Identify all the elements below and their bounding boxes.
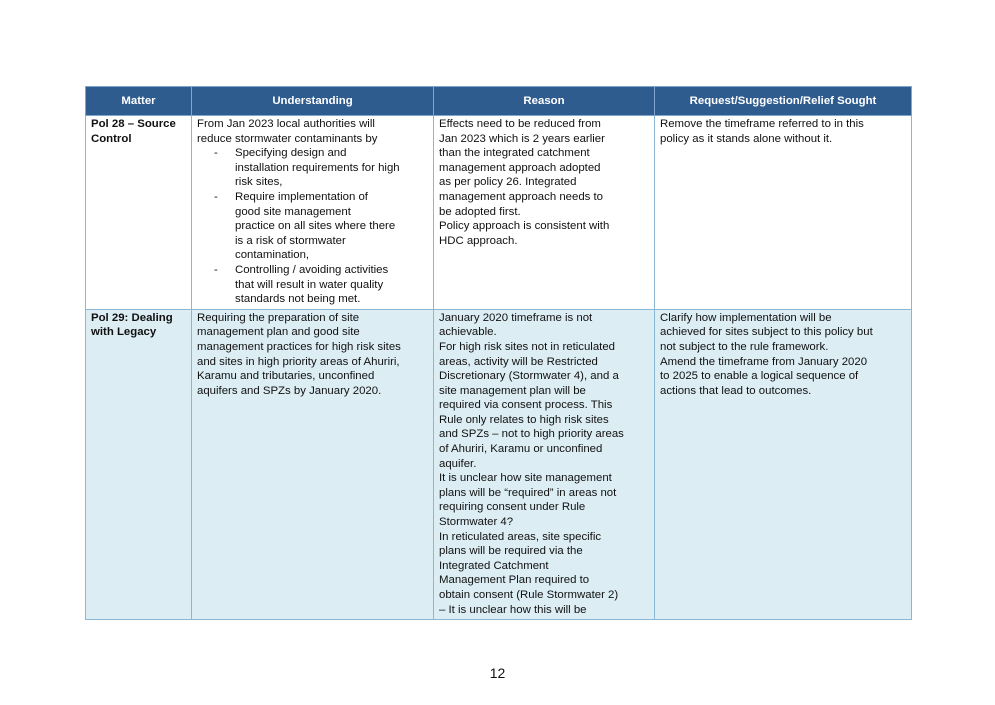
text-line: areas, activity will be Restricted	[439, 355, 598, 368]
understanding-cell	[192, 309, 434, 619]
text-line: Clarify how implementation will be	[660, 311, 832, 324]
table-row-pol-28	[86, 116, 912, 310]
text-line: Requiring the preparation of site	[197, 311, 360, 324]
text-line: achievable.	[439, 326, 497, 339]
matter-cell	[86, 309, 192, 619]
text-line: obtain consent (Rule Stormwater 2)	[439, 589, 619, 601]
dash-marker: -	[214, 147, 218, 160]
list-item	[197, 190, 428, 263]
text-line: requiring consent under Rule	[439, 501, 586, 514]
list-item	[197, 146, 428, 190]
text-line: Discretionary (Stormwater 4), and a	[439, 370, 619, 383]
text-line: Amend the timeframe from January 2020	[660, 355, 868, 368]
text-line: as per policy 26. Integrated	[439, 176, 577, 189]
list-item	[197, 263, 428, 307]
text-line: Remove the timeframe referred to in this	[660, 118, 864, 130]
matter-line: Pol 29: Dealing	[91, 311, 173, 324]
header-request: Request/Suggestion/Relief Sought	[655, 87, 912, 116]
header-reason: Reason	[434, 87, 655, 116]
text-line: installation requirements for high	[235, 161, 400, 174]
table-header-row	[86, 87, 912, 116]
text-line: not subject to the rule framework.	[660, 340, 829, 353]
understanding-cell	[192, 116, 434, 310]
text-line: Controlling / avoiding activities	[235, 263, 389, 276]
text-line: management plan and good site	[197, 326, 360, 339]
matter-line: Control	[91, 132, 132, 145]
text-line: From Jan 2023 local authorities will	[197, 118, 375, 130]
text-line: Stormwater 4?	[439, 516, 514, 529]
text-line: site management plan will be	[439, 384, 586, 397]
text-line: is a risk of stormwater	[235, 234, 346, 247]
text-line: Specifying design and	[235, 147, 347, 160]
text-line: policy as it stands alone without it.	[660, 132, 833, 145]
reason-cell	[434, 116, 655, 310]
text-line: plans will be “required” in areas not	[439, 486, 617, 499]
text-line: management approach needs to	[439, 190, 604, 203]
text-line: of Ahuriri, Karamu or unconfined	[439, 443, 603, 456]
text-line: achieved for sites subject to this policy but	[660, 326, 873, 339]
dash-marker: -	[214, 263, 218, 276]
text-line: and SPZs – not to high priority areas	[439, 428, 624, 441]
text-line: and sites in high priority areas of Ahuriri,	[197, 355, 400, 368]
text-line: actions that lead to outcomes.	[660, 384, 812, 397]
matter-cell	[86, 116, 192, 310]
text-line: Rule only relates to high risk sites	[439, 413, 609, 426]
text-line: Effects need to be reduced from	[439, 118, 601, 130]
text-line: reduce stormwater contaminants by	[197, 132, 378, 145]
page-number: 12	[489, 665, 506, 681]
matter-line: Pol 28 – Source	[91, 118, 176, 130]
understanding-bullet-list	[197, 146, 428, 307]
understanding-intro	[197, 117, 428, 146]
text-line: Integrated Catchment	[439, 559, 549, 572]
text-line: required via consent process. This	[439, 399, 613, 412]
text-line: that will result in water quality	[235, 278, 384, 291]
text-line: Jan 2023 which is 2 years earlier	[439, 132, 605, 145]
text-line: to 2025 to enable a logical sequence of	[660, 370, 859, 383]
text-line: be adopted first.	[439, 205, 521, 218]
header-understanding: Understanding	[192, 87, 434, 116]
text-line: Management Plan required to	[439, 574, 590, 587]
text-line: plans will be required via the	[439, 545, 583, 558]
table-row-pol-29	[86, 309, 912, 619]
text-line: contamination,	[235, 249, 310, 262]
text-line: In reticulated areas, site specific	[439, 530, 602, 543]
text-line: than the integrated catchment	[439, 147, 590, 160]
text-line: good site management	[235, 205, 351, 218]
text-line: aquifers and SPZs by January 2020.	[197, 384, 382, 397]
request-cell	[655, 309, 912, 619]
text-line: January 2020 timeframe is not	[439, 311, 593, 324]
text-line: HDC approach.	[439, 234, 518, 247]
matter-line: with Legacy	[91, 326, 157, 339]
text-line: Karamu and tributaries, unconfined	[197, 370, 375, 383]
text-line: For high risk sites not in reticulated	[439, 340, 615, 353]
request-cell	[655, 116, 912, 310]
text-line: aquifer.	[439, 457, 477, 470]
dash-marker: -	[214, 190, 218, 203]
submission-table	[85, 86, 912, 620]
text-line: – It is unclear how this will be	[439, 603, 587, 616]
text-line: It is unclear how site management	[439, 472, 612, 485]
text-line: management approach adopted	[439, 161, 601, 174]
text-line: management practices for high risk sites	[197, 340, 401, 353]
text-line: standards not being met.	[235, 293, 361, 306]
reason-cell	[434, 309, 655, 619]
text-line: Policy approach is consistent with	[439, 220, 610, 233]
header-matter: Matter	[86, 87, 192, 116]
text-line: Require implementation of	[235, 190, 368, 203]
text-line: risk sites,	[235, 176, 283, 189]
text-line: practice on all sites where there	[235, 220, 396, 233]
